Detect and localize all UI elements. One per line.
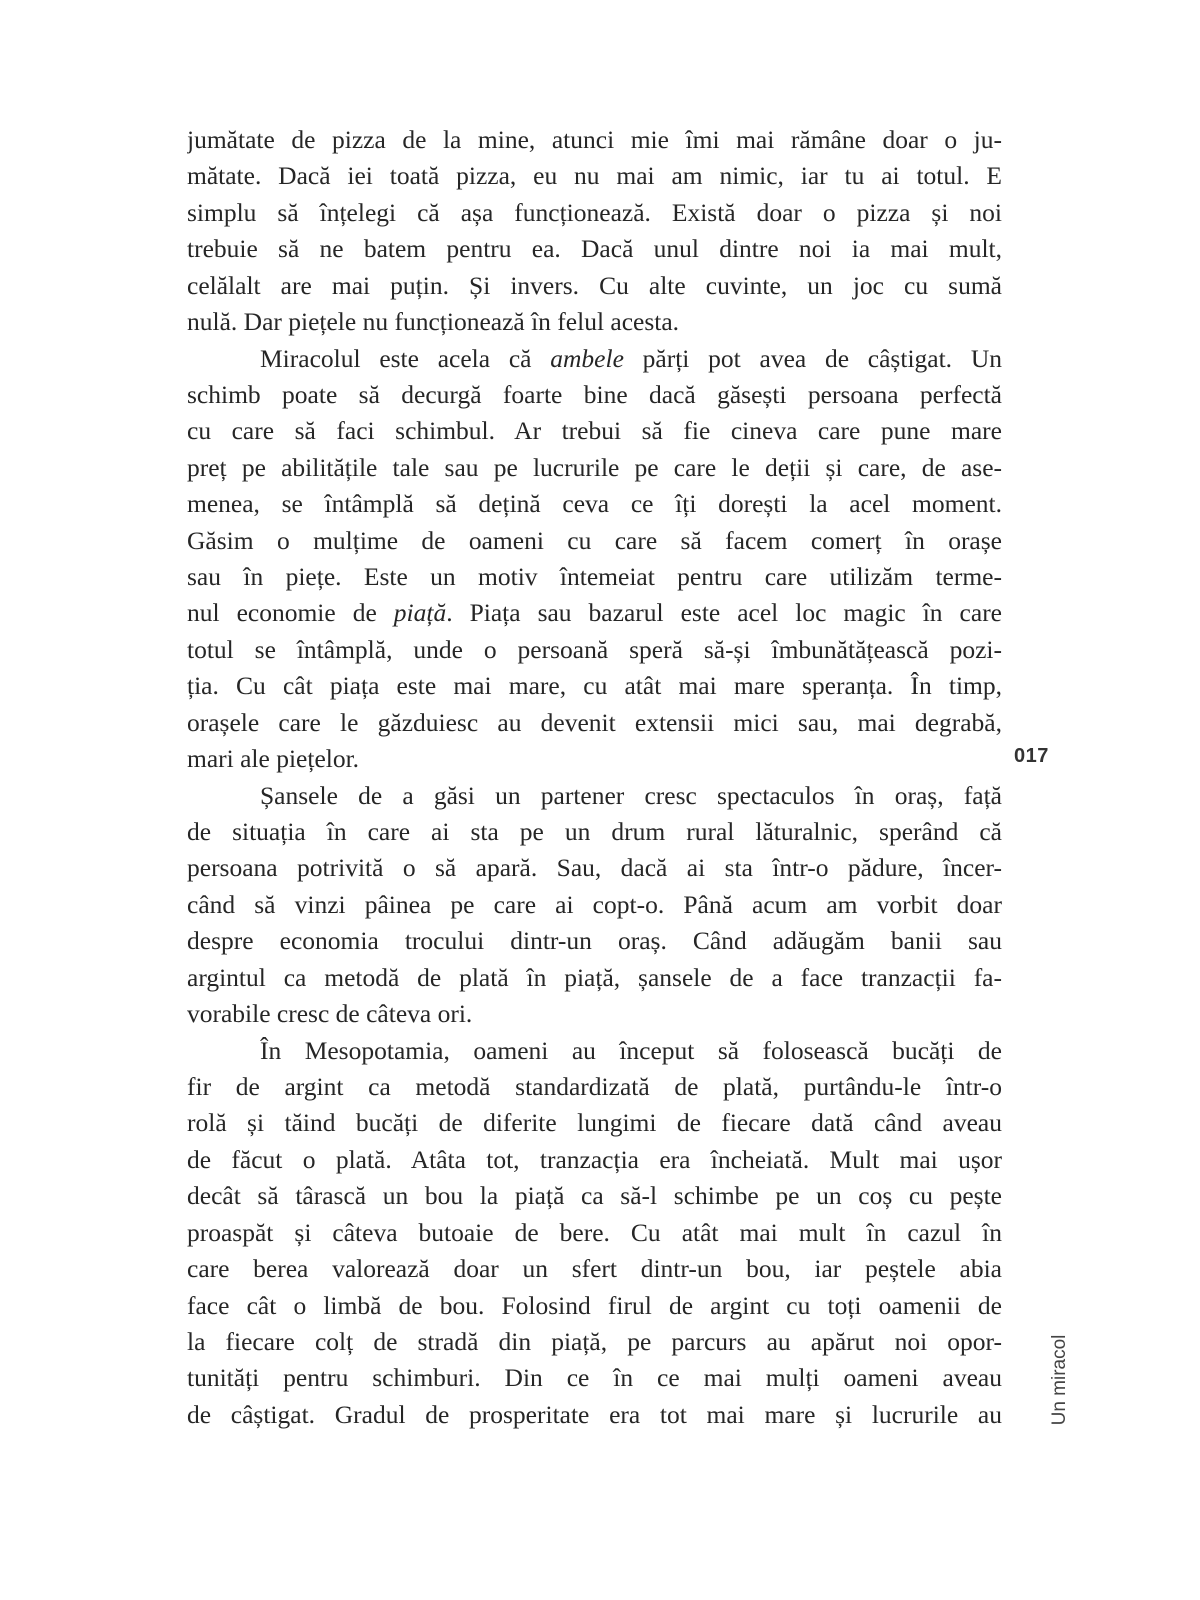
text-segment: fir de argint ca metodă standardizată de plată, purtându-le într-o xyxy=(187,1071,1002,1101)
text-line xyxy=(187,1178,1002,1214)
text-segment: face cât o limbă de bou. Folosind firul de argint cu toți oamenii de xyxy=(187,1290,1002,1320)
text-segment: În Mesopotamia, oameni au început să folosească bucăți de xyxy=(260,1035,1002,1065)
text-line xyxy=(187,1105,1002,1141)
text-segment: sau în piețe. Este un motiv întemeiat pentru care utilizăm terme- xyxy=(187,562,1002,592)
text-segment: mătate. Dacă iei toată pizza, eu nu mai am nimic, iar tu ai totul. E xyxy=(187,161,1002,191)
text-line xyxy=(187,1324,1002,1360)
text-segment: despre economia trocului dintr-un oraș. Când adăugăm banii sau xyxy=(187,926,1002,956)
text-segment: de câștigat. Gradul de prosperitate era tot mai mare și lucrurile au xyxy=(187,1399,1002,1429)
text-line xyxy=(187,778,1002,814)
text-segment: Miracolul este acela că xyxy=(260,343,551,373)
text-line xyxy=(187,814,1002,850)
text-segment: celălalt are mai puțin. Și invers. Cu alte cuvinte, un joc cu sumă xyxy=(187,270,1002,300)
italic-text: piață xyxy=(393,598,447,628)
text-line xyxy=(187,595,1002,631)
text-line xyxy=(187,887,1002,923)
text-line xyxy=(187,231,1002,267)
text-segment: când să vinzi pâinea pe care ai copt-o. Până acum am vorbit doar xyxy=(187,889,1002,919)
running-head: Un miracol xyxy=(1049,1334,1070,1426)
italic-text: ambele xyxy=(550,343,624,373)
text-segment: nul economie de xyxy=(187,598,394,628)
text-line xyxy=(187,1142,1002,1178)
text-segment: ția. Cu cât piața este mai mare, cu atât mai mare speranța. În timp, xyxy=(187,671,1002,701)
text-segment: totul se întâmplă, unde o persoană speră să-și îmbunătățească pozi- xyxy=(187,634,1002,664)
text-line xyxy=(187,304,1002,340)
text-line xyxy=(187,705,1002,741)
text-segment: jumătate de pizza de la mine, atunci mie îmi mai rămâne doar o ju- xyxy=(187,125,1002,154)
text-line xyxy=(187,450,1002,486)
text-segment: persoana potrivită o să apară. Sau, dacă ai sta într-o pădure, încer- xyxy=(187,853,1002,883)
page-number: 017 xyxy=(1014,745,1049,767)
text-segment: decât să târască un bou la piață ca să-l schimbe pe un coș cu pește xyxy=(187,1181,1002,1211)
text-segment: Șansele de a găsi un partener cresc spectaculos în oraș, față xyxy=(260,780,1002,810)
text-line xyxy=(187,559,1002,595)
text-segment: schimb poate să decurgă foarte bine dacă găsești persoana perfectă xyxy=(187,379,1002,409)
text-line xyxy=(187,268,1002,304)
text-line xyxy=(187,1360,1002,1396)
text-segment: vorabile cresc de câteva ori. xyxy=(187,999,473,1029)
text-line xyxy=(187,1397,1002,1433)
text-segment: nulă. Dar piețele nu funcționează în felul acesta. xyxy=(187,307,680,337)
text-segment: preț pe abilitățile tale sau pe lucrurile pe care le deții și care, de ase- xyxy=(187,452,1002,482)
text-line xyxy=(187,1033,1002,1069)
text-line xyxy=(187,1215,1002,1251)
text-line xyxy=(187,195,1002,231)
text-line xyxy=(187,1288,1002,1324)
text-line xyxy=(187,960,1002,996)
text-line xyxy=(187,158,1002,194)
text-line xyxy=(187,377,1002,413)
text-line xyxy=(187,850,1002,886)
text-segment: simplu să înțelegi că așa funcționează. Există doar o pizza și noi xyxy=(187,197,1002,227)
body-text xyxy=(187,122,1002,1433)
text-segment: orașele care le găzduiesc au devenit extensii mici sau, mai degrabă, xyxy=(187,707,1002,737)
text-segment: mari ale piețelor. xyxy=(187,744,360,774)
text-segment: proaspăt și câteva butoaie de bere. Cu atât mai mult în cazul în xyxy=(187,1217,1002,1247)
text-line xyxy=(187,668,1002,704)
text-segment: de făcut o plată. Atâta tot, tranzacția era încheiată. Mult mai ușor xyxy=(187,1144,1002,1174)
text-segment: cu care să faci schimbul. Ar trebui să fie cineva care pune mare xyxy=(187,416,1002,446)
text-segment: tunități pentru schimburi. Din ce în ce mai mulți oameni aveau xyxy=(187,1363,1002,1393)
text-segment: care berea valorează doar un sfert dintr-un bou, iar peștele abia xyxy=(187,1254,1002,1284)
text-segment: trebuie să ne batem pentru ea. Dacă unul dintre noi ia mai mult, xyxy=(187,234,1002,264)
text-line xyxy=(187,923,1002,959)
text-line xyxy=(187,1069,1002,1105)
text-line xyxy=(187,632,1002,668)
text-line xyxy=(187,523,1002,559)
text-segment: argintul ca metodă de plată în piață, șansele de a face tranzacții fa- xyxy=(187,962,1002,992)
text-line xyxy=(187,122,1002,158)
text-line xyxy=(187,413,1002,449)
text-segment: de situația în care ai sta pe un drum rural lăturalnic, sperând că xyxy=(187,817,1002,847)
text-segment: Găsim o mulțime de oameni cu care să facem comerț în orașe xyxy=(187,525,1002,555)
text-line xyxy=(187,996,1002,1032)
text-line xyxy=(187,1251,1002,1287)
text-segment: la fiecare colț de stradă din piață, pe parcurs au apărut noi opor- xyxy=(187,1326,1002,1356)
text-line xyxy=(187,741,1002,777)
text-line xyxy=(187,486,1002,522)
text-segment: părți pot avea de câștigat. Un xyxy=(623,343,1002,373)
text-segment: rolă și tăind bucăți de diferite lungimi de fiecare dată când aveau xyxy=(187,1108,1002,1138)
text-segment: . Piața sau bazarul este acel loc magic în care xyxy=(446,598,1002,628)
text-segment: menea, se întâmplă să dețină ceva ce îți dorești la acel moment. xyxy=(187,489,1002,519)
text-line xyxy=(187,341,1002,377)
